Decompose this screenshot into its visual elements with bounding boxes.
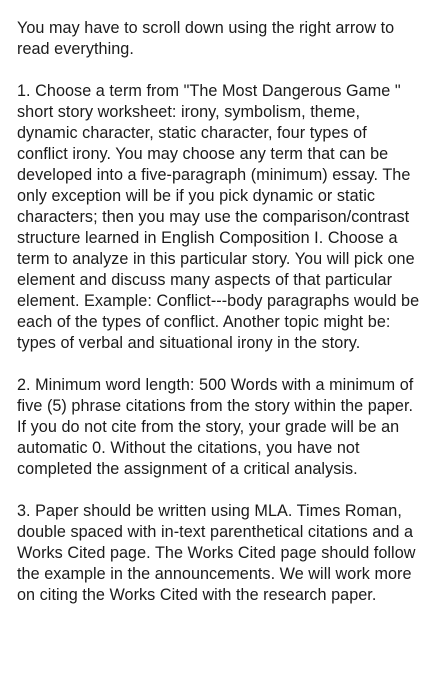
intro-paragraph: You may have to scroll down using the right arrow to read everything. xyxy=(17,19,395,58)
instruction-item-1: 1. Choose a term from "The Most Dangerous Game " short story worksheet: irony, symbolism, theme, dynamic character, static character, four types of conflict irony. You may choose any term that can be developed into a five-paragraph (minimum) essay. The only exception will be if you pick dynamic or static characters; then you may use the comparison/contrast structure learned in English Composition I. Choose a term to analyze in this particular story. You will pick one element and discuss many aspects of that particular element. Example: Conflict---body paragraphs would be each of the types of conflict. Another topic might be: types of verbal and situational irony in the story. xyxy=(17,82,420,352)
instruction-item-3: 3. Paper should be written using MLA. Times Roman, double spaced with in-text parenthetical citations and a Works Cited page. The Works Cited page should follow the example in the announcements. We will work more on citing the Works Cited with the research paper. xyxy=(17,502,416,604)
instruction-item-2: 2. Minimum word length: 500 Words with a minimum of five (5) phrase citations from the story within the paper. If you do not cite from the story, your grade will be an automatic 0. Without the citations, you have not completed the assignment of a critical analysis. xyxy=(17,376,414,478)
assignment-document xyxy=(17,18,421,606)
